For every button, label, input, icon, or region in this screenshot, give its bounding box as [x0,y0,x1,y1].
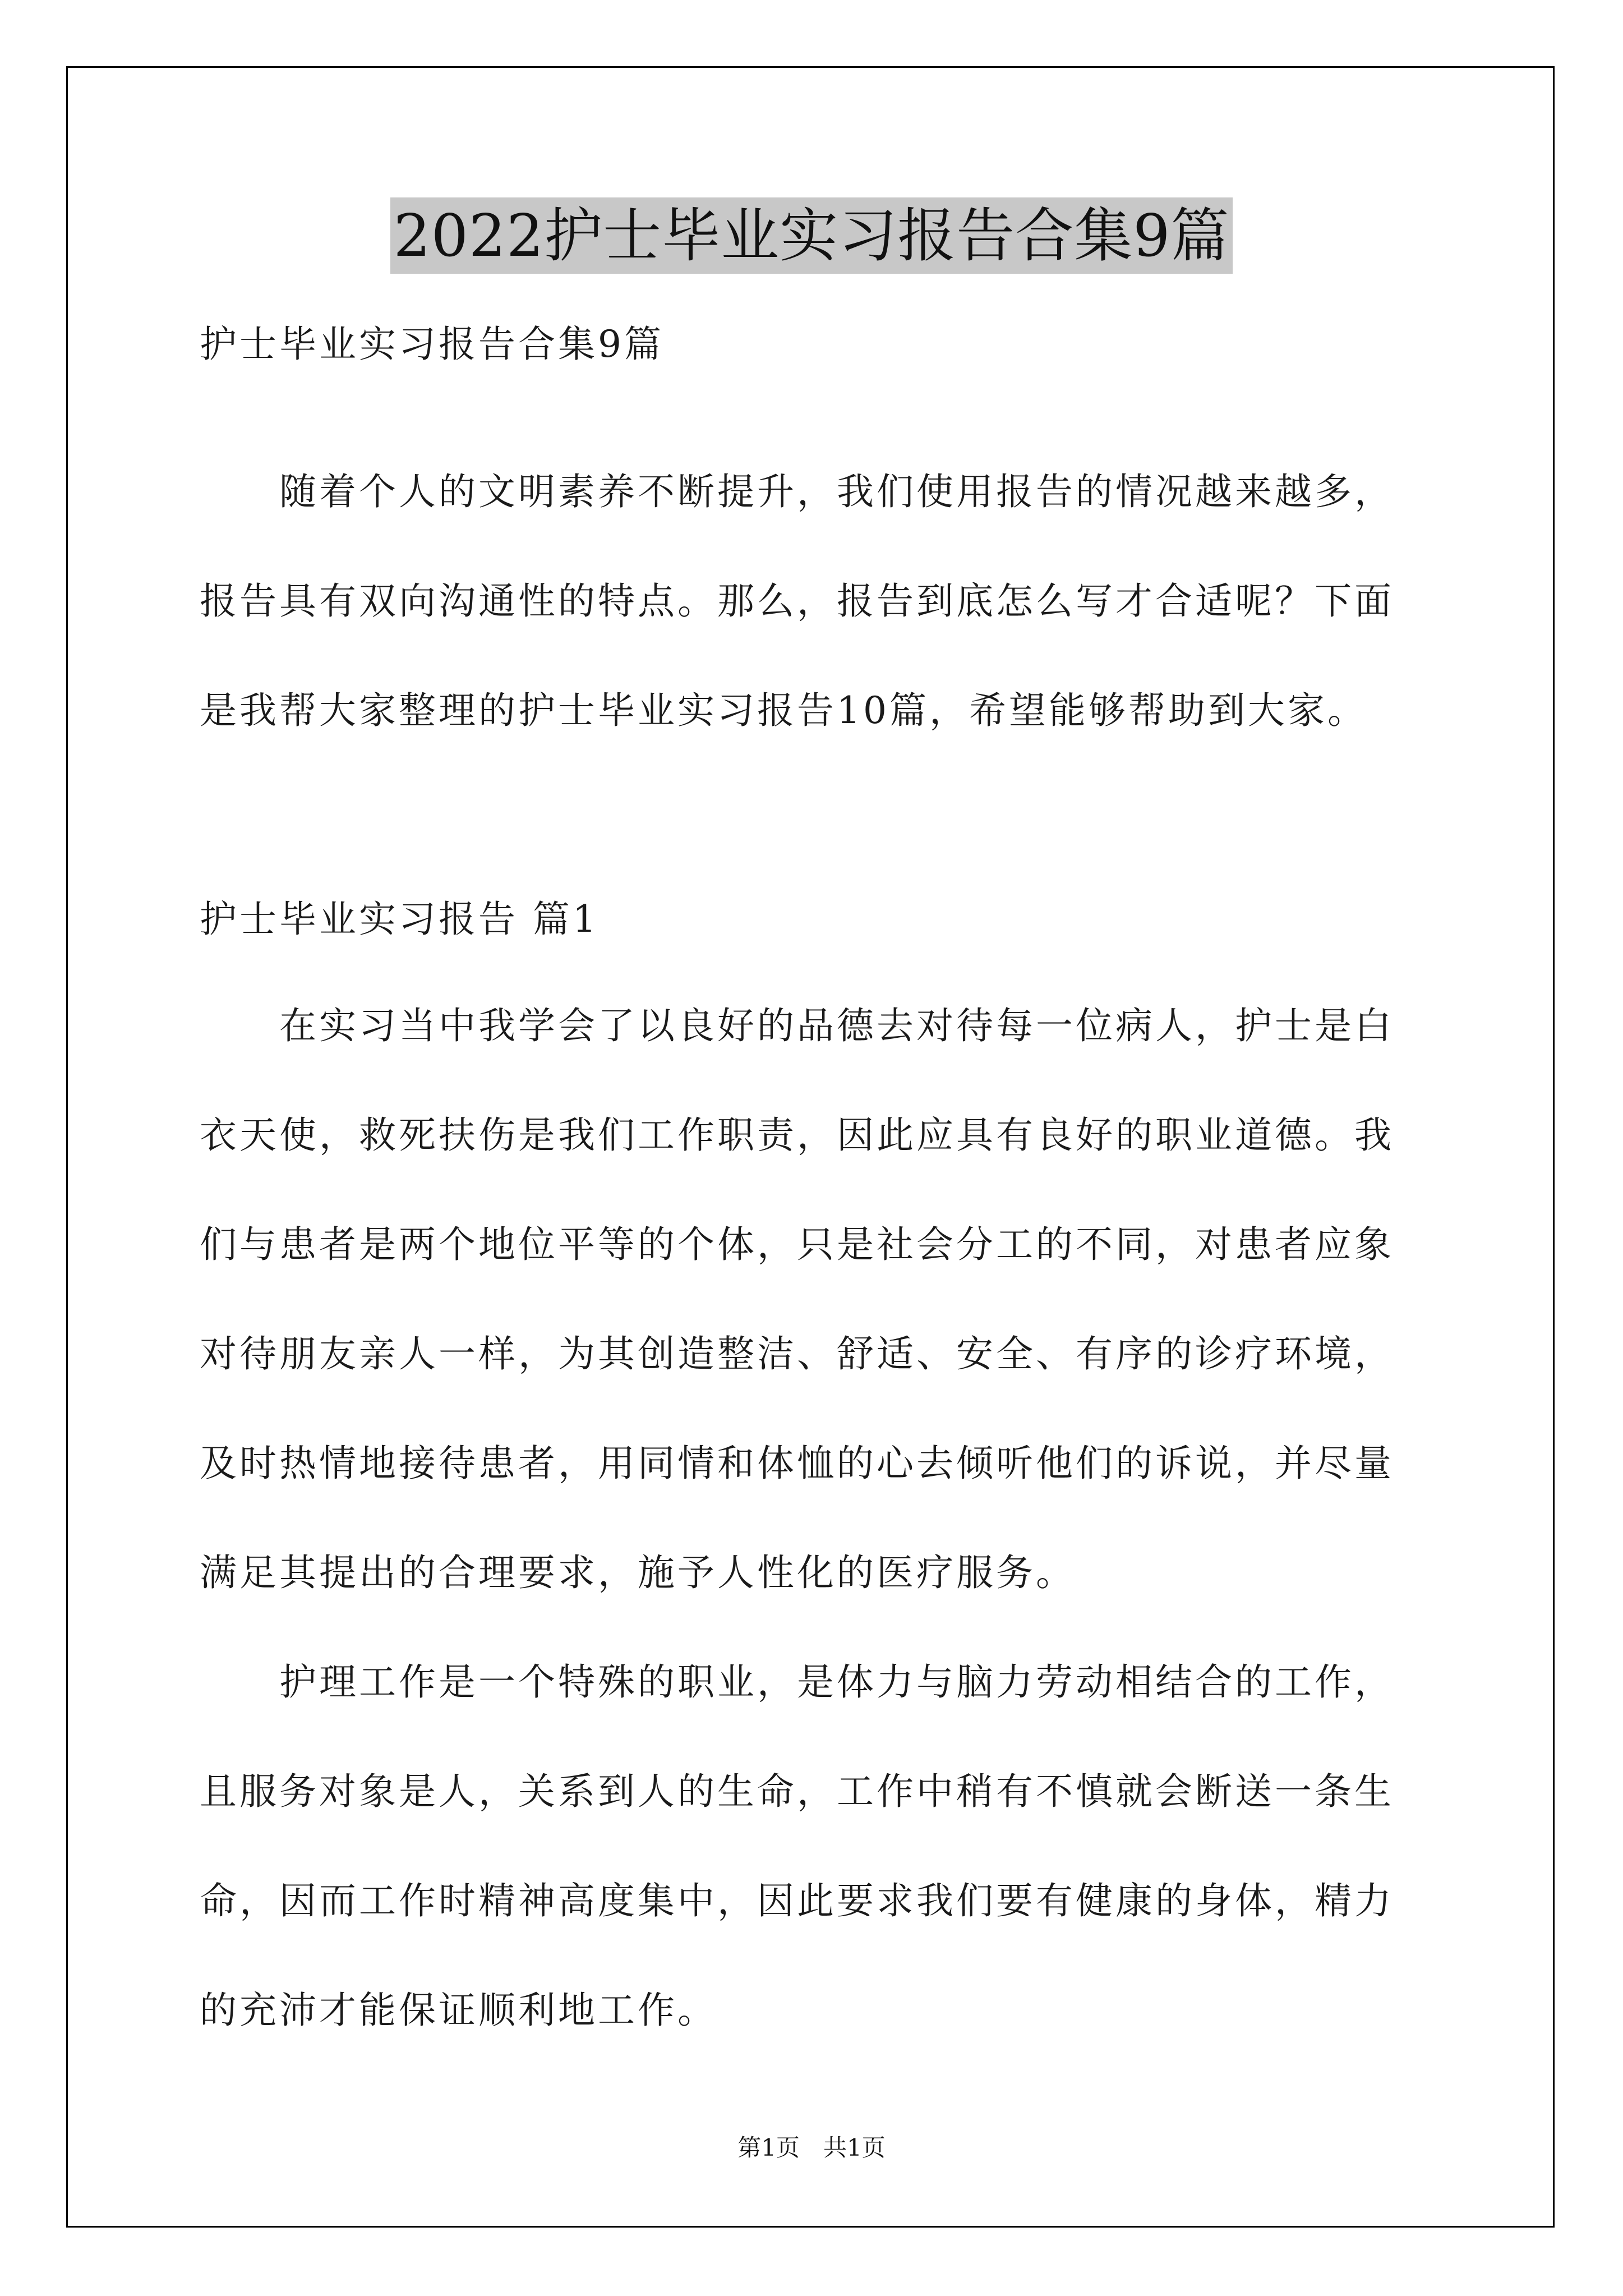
paragraph-line: 的充沛才能保证顺利地工作。 [200,1989,717,2032]
paragraph-line: 满足其提出的合理要求，施予人性化的医疗服务。 [200,1551,1076,1594]
paragraph-line: 在实习当中我学会了以良好的品德去对待每一位病人，护士是白 [200,1004,1394,1047]
paragraph-line: 护理工作是一个特殊的职业，是体力与脑力劳动相结合的工作， [200,1660,1394,1704]
paragraph-line: 命，因而工作时精神高度集中，因此要求我们要有健康的身体，精力 [200,1879,1394,1922]
paragraph-line: 衣天使，救死扶伤是我们工作职责，因此应具有良好的职业道德。我 [200,1114,1394,1157]
section-heading: 护士毕业实习报告 篇1 [200,898,599,941]
paragraph-line: 及时热情地接待患者，用同情和体恤的心去倾听他们的诉说，并尽量 [200,1442,1394,1485]
paragraph-line: 们与患者是两个地位平等的个体，只是社会分工的不同，对患者应象 [200,1223,1394,1266]
paragraph-line: 且服务对象是人，关系到人的生命，工作中稍有不慎就会断送一条生 [200,1770,1394,1813]
intro-line: 随着个人的文明素养不断提升，我们使用报告的情况越来越多， [200,470,1394,513]
page-footer: 第1页 共1页 [737,2134,886,2161]
document-subtitle: 护士毕业实习报告合集9篇 [200,323,664,366]
document-title: 2022护士毕业实习报告合集9篇 [390,197,1233,274]
paragraph-line: 对待朋友亲人一样，为其创造整洁、舒适、安全、有序的诊疗环境， [200,1332,1394,1375]
intro-line: 是我帮大家整理的护士毕业实习报告10篇，希望能够帮助到大家。 [200,689,1367,732]
title-container [0,197,1623,274]
intro-line: 报告具有双向沟通性的特点。那么，报告到底怎么写才合适呢？下面 [200,579,1394,623]
